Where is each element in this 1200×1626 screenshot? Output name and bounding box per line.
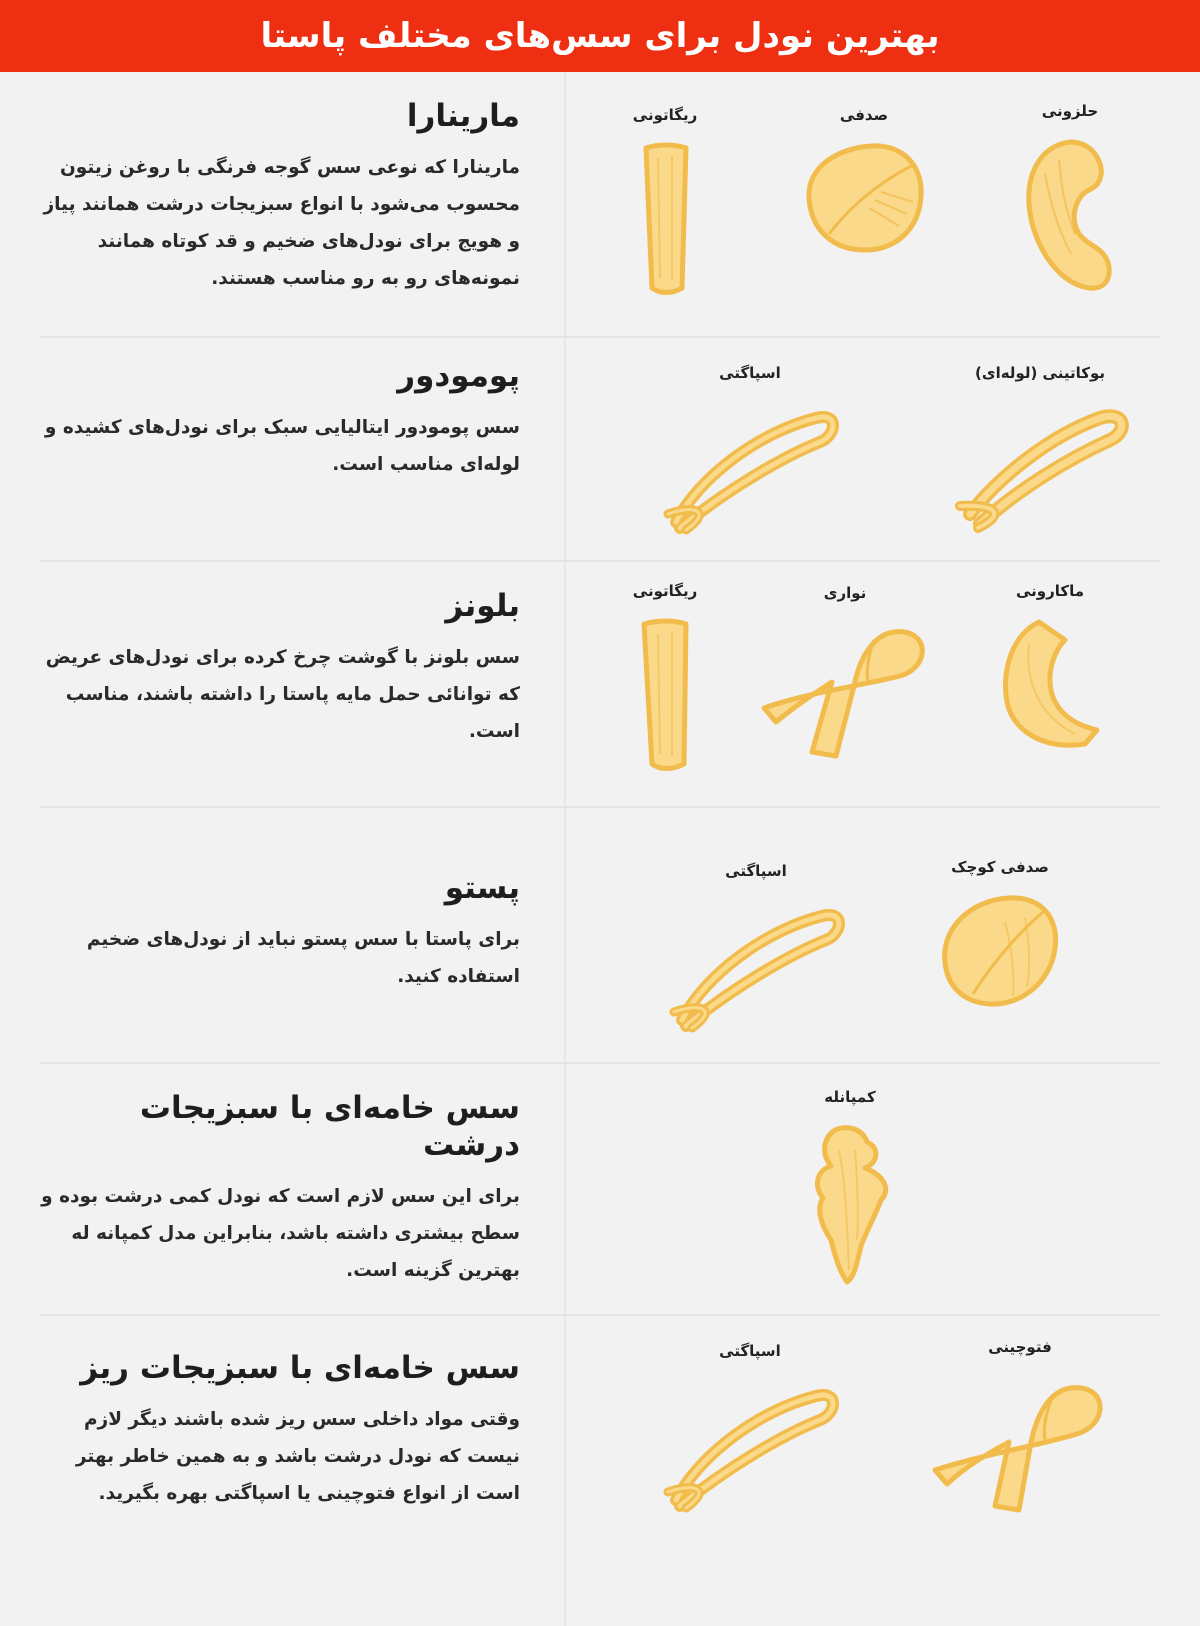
pasta-item bbox=[770, 1088, 930, 1290]
page-title: بهترین نودل برای سس‌های مختلف پاستا bbox=[260, 16, 940, 56]
spaghetti-pasta-icon bbox=[660, 1374, 840, 1514]
pasta-item bbox=[590, 106, 740, 298]
sauce-description: مارینارا که نوعی سس گوجه فرنگی با روغن زیتون محسوب می‌شود با انواع سبزیجات درشت همانند پیاز و هویج برای نودل‌های ضخیم و قد کوتاه همانند نمونه‌های رو به رو مناسب هستند. bbox=[43, 157, 520, 290]
small-shell-pasta-icon bbox=[935, 890, 1065, 1010]
pasta-item bbox=[750, 584, 940, 766]
campanelle-pasta-icon bbox=[805, 1120, 895, 1290]
pasta-label: صدفی bbox=[839, 106, 889, 124]
pasta-label: حلزونی bbox=[1041, 102, 1099, 120]
pasta-label: اسپاگتی bbox=[719, 1342, 781, 1360]
sauce-description: برای این سس لازم است که نودل کمی درشت بوده و سطح بیشتری داشته باشد، بنابراین مدل کمپانه له بهترین گزینه است. bbox=[41, 1186, 520, 1282]
ribbon-pasta-icon bbox=[750, 616, 940, 766]
pasta-item bbox=[990, 102, 1150, 294]
conchiglie-pasta-icon bbox=[799, 138, 929, 258]
sauce-title: سس خامه‌ای با سبزیجات درشت bbox=[139, 1090, 520, 1164]
pasta-item bbox=[784, 106, 944, 258]
macaroni-pasta-icon bbox=[995, 614, 1105, 754]
pasta-label: اسپاگتی bbox=[719, 364, 781, 382]
pasta-item bbox=[650, 364, 850, 536]
row-divider bbox=[40, 806, 1160, 808]
pasta-label: ریگاتونی bbox=[632, 106, 698, 124]
pasta-label: بوکاتینی (لوله‌ای) bbox=[974, 364, 1106, 382]
row-divider bbox=[40, 1062, 1160, 1064]
pasta-item bbox=[590, 582, 740, 774]
pasta-item bbox=[970, 582, 1130, 754]
sauce-section-cream-coarse bbox=[40, 1090, 520, 1289]
sauce-section-marinara bbox=[40, 98, 520, 297]
bucatini-pasta-icon bbox=[950, 396, 1130, 536]
spaghetti-pasta-icon bbox=[660, 396, 840, 536]
pasta-label: فتوچینی bbox=[988, 1338, 1052, 1356]
pasta-item bbox=[920, 858, 1080, 1010]
sauce-description: برای پاستا با سس پستو نباید از نودل‌های ضخیم استفاده کنید. bbox=[86, 929, 520, 988]
column-divider bbox=[564, 72, 566, 1626]
sauce-title: مارینارا bbox=[406, 98, 520, 134]
sauce-description: وقتی مواد داخلی سس ریز شده باشند دیگر لازم نیست که نودل درشت باشد و به همین خاطر بهتر است از انواع فتوچینی یا اسپاگتی بهره بگیرید. bbox=[75, 1409, 520, 1505]
sauce-section-pomodoro bbox=[40, 358, 520, 483]
sauce-section-pesto bbox=[40, 870, 520, 995]
sauce-title: بلونز bbox=[445, 588, 520, 624]
shell-curl-pasta-icon bbox=[1015, 134, 1125, 294]
sauce-section-cream-fine bbox=[40, 1350, 520, 1512]
rigatoni-pasta-icon bbox=[630, 614, 700, 774]
sauce-title: پستو bbox=[444, 870, 520, 906]
pasta-label: اسپاگتی bbox=[725, 862, 787, 880]
rigatoni-pasta-icon bbox=[630, 138, 700, 298]
sauce-section-bolognese bbox=[40, 588, 520, 750]
page-header bbox=[0, 0, 1200, 72]
sauce-title: پومودور bbox=[397, 358, 520, 394]
pasta-label: ریگاتونی bbox=[632, 582, 698, 600]
pasta-item bbox=[940, 364, 1140, 536]
row-divider bbox=[40, 336, 1160, 338]
spaghetti-pasta-icon bbox=[666, 894, 846, 1034]
pasta-label: نواری bbox=[823, 584, 867, 602]
pasta-item bbox=[656, 862, 856, 1034]
sauce-description: سس پومودور ایتالیایی سبک برای نودل‌های کشیده و لوله‌ای مناسب است. bbox=[44, 417, 520, 476]
row-divider bbox=[40, 560, 1160, 562]
fettuccine-pasta-icon bbox=[925, 1370, 1115, 1520]
pasta-label: صدفی کوچک bbox=[951, 858, 1049, 876]
pasta-item bbox=[920, 1338, 1120, 1520]
sauce-description: سس بلونز با گوشت چرخ کرده برای نودل‌های عریض که توانائی حمل مایه پاستا را داشته باشند، مناسب است. bbox=[45, 647, 520, 743]
sauce-title: سس خامه‌ای با سبزیجات ریز bbox=[80, 1350, 520, 1386]
pasta-label: کمپانله bbox=[824, 1088, 876, 1106]
pasta-item bbox=[650, 1342, 850, 1514]
pasta-label: ماکارونی bbox=[1015, 582, 1085, 600]
row-divider bbox=[40, 1314, 1160, 1316]
